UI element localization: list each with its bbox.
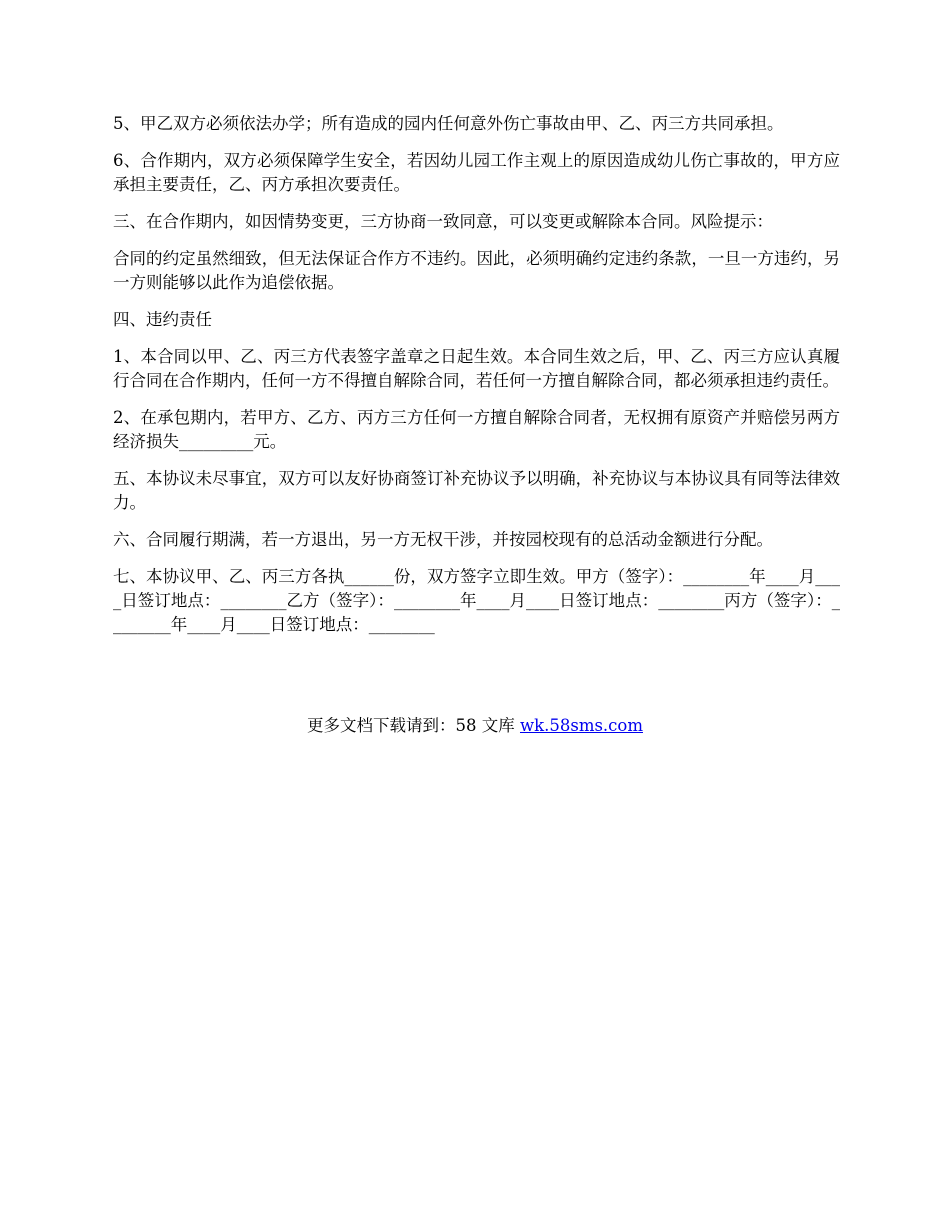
section-3-contract-change: 三、在合作期内，如因情势变更，三方协商一致同意，可以变更或解除本合同。风险提示： [113, 212, 773, 231]
section-5-supplementary: 五、本协议未尽事宜，双方可以友好协商签订补充协议予以明确，补充协议与本协议具有同等法律效力。 [113, 469, 840, 512]
footer-text: 更多文档下载请到：58 文库 [306, 716, 520, 735]
risk-warning: 合同的约定虽然细致，但无法保证合作方不违约。因此，必须明确约定违约条款，一旦一方违约，另一方则能够以此作为追偿依据。 [113, 249, 840, 292]
footer-link[interactable]: wk.58sms.com [519, 716, 643, 735]
section-6-expiry: 六、合同履行期满，若一方退出，另一方无权干涉，并按园校现有的总活动金额进行分配。 [113, 530, 773, 549]
breach-clause-2: 2、在承包期内，若甲方、乙方、丙方三方任何一方擅自解除合同者，无权拥有原资产并赔偿另两方经济损失_________元。 [113, 408, 840, 451]
breach-clause-1: 1、本合同以甲、乙、丙三方代表签字盖章之日起生效。本合同生效之后，甲、乙、丙三方应认真履行合同在合作期内，任何一方不得擅自解除合同，若任何一方擅自解除合同，都必须承担违约责任。 [113, 347, 840, 390]
document-body [113, 112, 840, 650]
section-7-signatures: 七、本协议甲、乙、丙三方各执______份，双方签字立即生效。甲方（签字）：________年____月____日签订地点：________乙方（签字）：________年____月____日签订地点：________丙方（签字）：________年____月____日签订地点：________ [113, 567, 840, 634]
download-footer [0, 714, 950, 738]
clause-5-joint-liability: 5、甲乙双方必须依法办学；所有造成的园内任何意外伤亡事故由甲、乙、丙三方共同承担。 [113, 114, 784, 133]
section-4-heading: 四、违约责任 [113, 310, 212, 329]
clause-6-student-safety: 6、合作期内，双方必须保障学生安全，若因幼儿园工作主观上的原因造成幼儿伤亡事故的，甲方应承担主要责任，乙、丙方承担次要责任。 [113, 151, 840, 194]
